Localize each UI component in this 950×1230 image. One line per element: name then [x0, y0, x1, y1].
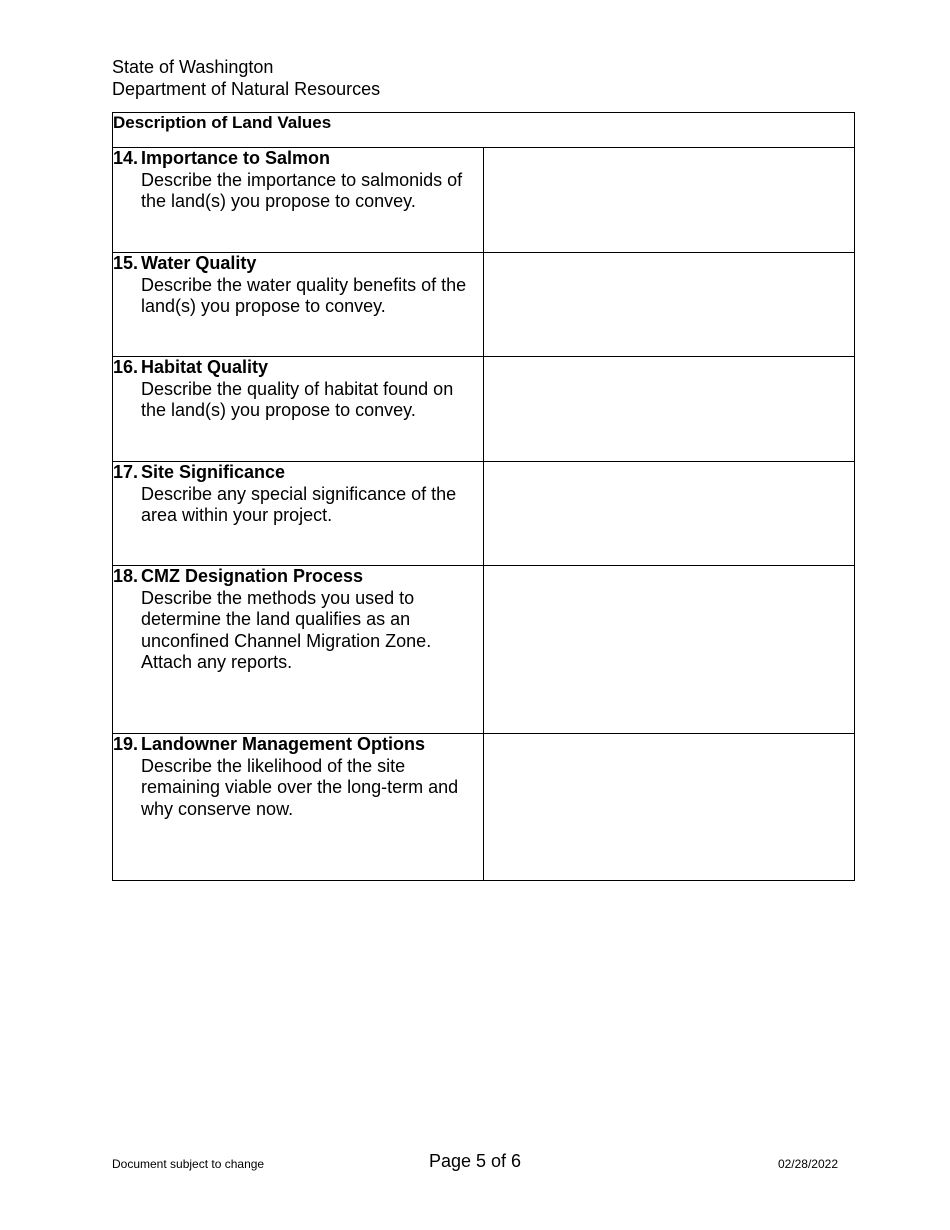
item-heading: Importance to Salmon — [141, 148, 331, 168]
item-18-answer-field[interactable] — [484, 566, 855, 734]
item-16-label — [113, 357, 484, 462]
item-description: Describe the water quality benefits of the land(s) you propose to convey. — [141, 274, 467, 316]
item-number: 18. — [113, 566, 139, 586]
table-title: Description of Land Values — [113, 113, 855, 148]
item-description: Describe any special significance of the area within your project. — [141, 483, 457, 525]
land-values-table — [112, 112, 855, 881]
item-number: 15. — [113, 253, 139, 273]
item-heading: CMZ Designation Process — [141, 566, 364, 586]
item-16-answer-field[interactable] — [484, 357, 855, 462]
item-17-label — [113, 462, 484, 566]
item-description: Describe the likelihood of the site remaining viable over the long-term and why conserve now. — [141, 755, 459, 819]
item-14-label — [113, 148, 484, 253]
item-description: Describe the importance to salmonids of the land(s) you propose to convey. — [141, 169, 463, 211]
item-14-answer-field[interactable] — [484, 148, 855, 253]
table-row — [113, 148, 855, 253]
item-description: Describe the quality of habitat found on the land(s) you propose to convey. — [141, 378, 454, 420]
footer-disclaimer: Document subject to change — [112, 1157, 265, 1171]
table-row — [113, 462, 855, 566]
item-heading: Habitat Quality — [141, 357, 269, 377]
item-number: 16. — [113, 357, 139, 377]
item-heading: Landowner Management Options — [141, 734, 426, 754]
item-15-label — [113, 253, 484, 357]
table-row — [113, 357, 855, 462]
item-description: Describe the methods you used to determine the land qualifies as an unconfined Channel Migration Zone. Attach any reports. — [141, 587, 432, 672]
item-number: 19. — [113, 734, 139, 754]
document-header — [112, 56, 380, 100]
item-15-answer-field[interactable] — [484, 253, 855, 357]
item-number: 14. — [113, 148, 139, 168]
table-row — [113, 734, 855, 881]
item-17-answer-field[interactable] — [484, 462, 855, 566]
item-heading: Site Significance — [141, 462, 286, 482]
item-19-label — [113, 734, 484, 881]
item-number: 17. — [113, 462, 139, 482]
page-number: Page 5 of 6 — [428, 1151, 522, 1171]
table-row — [113, 566, 855, 734]
item-19-answer-field[interactable] — [484, 734, 855, 881]
header-department: Department of Natural Resources — [112, 79, 381, 99]
table-row — [113, 253, 855, 357]
footer-date: 02/28/2022 — [777, 1157, 838, 1171]
header-state: State of Washington — [112, 57, 274, 77]
item-heading: Water Quality — [141, 253, 257, 273]
item-18-label — [113, 566, 484, 734]
